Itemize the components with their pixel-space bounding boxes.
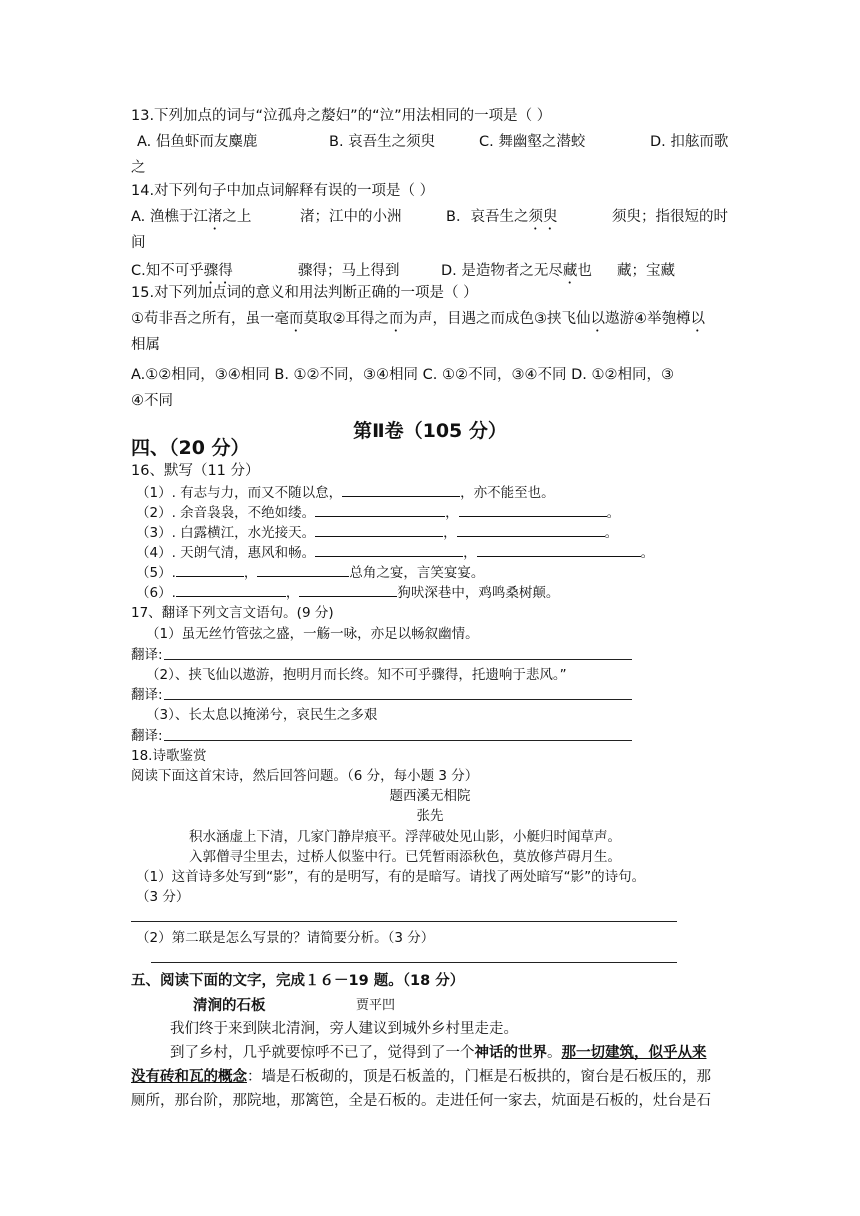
q18-answer-line-2[interactable] [151,962,677,963]
q16-item-3: （3）. 白露横江，水光接天。 ， 。 [136,522,618,543]
q18-question-1: （1）这首诗多处写到“影”，有的是明写，有的是暗写。请找了两处暗写“影”的诗句。 [136,869,646,885]
article-paragraph-2-line-3: 厕所，那台阶，那院地，那篱笆，全是石板的。走进任何一家去，炕面是石板的，灶台是石 [131,1093,711,1109]
article-title: 清涧的石板 [193,998,266,1014]
q14-option-c: C.知不可乎骤得 [131,263,233,279]
q15-sentences-cont: 相属 [131,337,160,353]
article-paragraph-2-line-2: 没有砖和瓦的概念：墙是石板砌的，顶是石板盖的，门框是石板拱的，窗台是石板压的，那 [131,1069,711,1085]
q13-option-d-cont: 之 [131,160,146,176]
q14-option-b: B．哀吾生之须臾 [446,209,558,225]
article-author: 贾平凹 [356,998,396,1013]
answer-blank[interactable] [257,562,349,577]
answer-blank[interactable] [477,542,641,557]
q16-stem: 16、默写（11 分） [131,463,260,479]
q15-sentences: ①苟非吾之所有，虽一毫而莫取②耳得之而为声，目遇之而成色③挟飞仙以遨游④举匏樽以 [131,311,705,327]
q17-answer-line-1[interactable] [164,659,632,660]
answer-blank[interactable] [315,502,445,517]
poem-author: 张先 [416,808,444,824]
q13-option-d: D. 扣舷而歌 [650,134,729,150]
q16-item-1: （1）. 有志与力，而又不随以怠， ，亦不能至也。 [136,482,555,503]
q16-item-2: （2）. 余音袅袅，不绝如缕。 ， 。 [136,502,620,523]
q13-option-c: C. 舞幽壑之潜蛟 [479,134,586,150]
q13-option-b: B. 哀吾生之须臾 [329,134,436,150]
q17-answer-line-3[interactable] [164,740,632,741]
q17-translate-label-3: 翻译: [131,728,163,744]
q13-stem: 13.下列加点的词与“泣孤舟之嫠妇”的“泣”用法相同的一项是（ ） [131,108,552,124]
section-four-heading: 四、（20 分） [131,437,250,459]
q17-translate-label-1: 翻译: [131,647,163,663]
article-paragraph-1: 我们终于来到陕北清涧，旁人建议到城外乡村里走走。 [170,1021,518,1037]
q15-options-cont: ④不同 [131,393,173,409]
poem-line-2: 入郭僧寻尘里去，过桥人似鉴中行。已凭暂雨添秋色，莫放修芦碍月生。 [189,849,621,865]
answer-blank[interactable] [459,502,607,517]
q18-intro: 阅读下面这首宋诗，然后回答问题。（6 分，每小题 3 分） [131,768,479,784]
q14-option-a: A. 渔樵于江渚之上 [131,209,252,225]
q15-options: A.①②相同，③④相同 B. ①②不同，③④相同 C. ①②不同，③④不同 D. ①②相同，③ [131,367,674,383]
poem-title: 题西溪无相院 [389,788,471,804]
q17-answer-line-2[interactable] [164,699,632,700]
answer-blank[interactable] [457,522,605,537]
q14-option-a-explanation: 渚；江中的小洲 [300,209,402,225]
answer-blank[interactable] [342,482,460,497]
q17-sentence-3: （3）、长太息以掩涕兮，哀民生之多艰 [146,707,378,723]
q14-option-b-explanation: 须臾；指很短的时 [612,209,728,225]
q17-translate-label-2: 翻译: [131,687,163,703]
q13-option-a: A. 侣鱼虾而友麋鹿 [137,134,258,150]
poem-line-1: 积水涵虚上下清，几家门静岸痕平。浮萍破处见山影，小艇归时闻草声。 [189,829,621,845]
answer-blank[interactable] [315,522,443,537]
q16-item-6: （6）. ， 狗吠深巷中，鸡鸣桑树颠。 [136,582,559,603]
q16-item-4: （4）. 天朗气清，惠风和畅。 ， 。 [136,542,654,563]
q17-stem: 17、翻译下列文言文语句。(9 分) [131,605,334,621]
q17-sentence-1: （1）虽无丝竹管弦之盛，一觞一咏，亦足以畅叙幽情。 [146,626,479,642]
answer-blank[interactable] [176,562,244,577]
q16-item-5: （5）. ， 总角之宴，言笑宴宴。 [136,562,484,583]
q14-stem: 14.对下列句子中加点词解释有误的一项是（ ） [131,183,435,199]
q15-stem: 15.对下列加点词的意义和用法判断正确的一项是（ ） [131,285,478,301]
q14-option-b-cont: 间 [131,235,146,251]
answer-blank[interactable] [176,582,286,597]
answer-blank[interactable] [315,542,463,557]
q14-option-d: D. 是造物者之无尽藏也 [441,263,592,279]
q18-question-2: （2）第二联是怎么写景的？请简要分析。（3 分） [136,930,435,946]
q14-option-d-explanation: 藏；宝藏 [617,263,675,279]
q18-answer-line-1[interactable] [131,921,677,922]
q18-question-1-score: （3 分） [136,889,190,905]
q14-option-c-explanation: 骤得；马上得到 [298,263,400,279]
part-two-title: 第Ⅱ卷（105 分） [353,420,507,442]
section-five-heading: 五、阅读下面的文字，完成１６－19 题。（18 分） [131,973,465,989]
article-paragraph-2-line-1: 到了乡村，几乎就要惊呼不已了，觉得到了一个神话的世界。那一切建筑，似乎从来 [170,1045,707,1061]
q17-sentence-2: （2）、挟飞仙以遨游，抱明月而长终。知不可乎骤得，托遗响于悲风。” [146,667,567,683]
answer-blank[interactable] [299,582,397,597]
q18-stem: 18.诗歌鉴赏 [131,748,207,764]
